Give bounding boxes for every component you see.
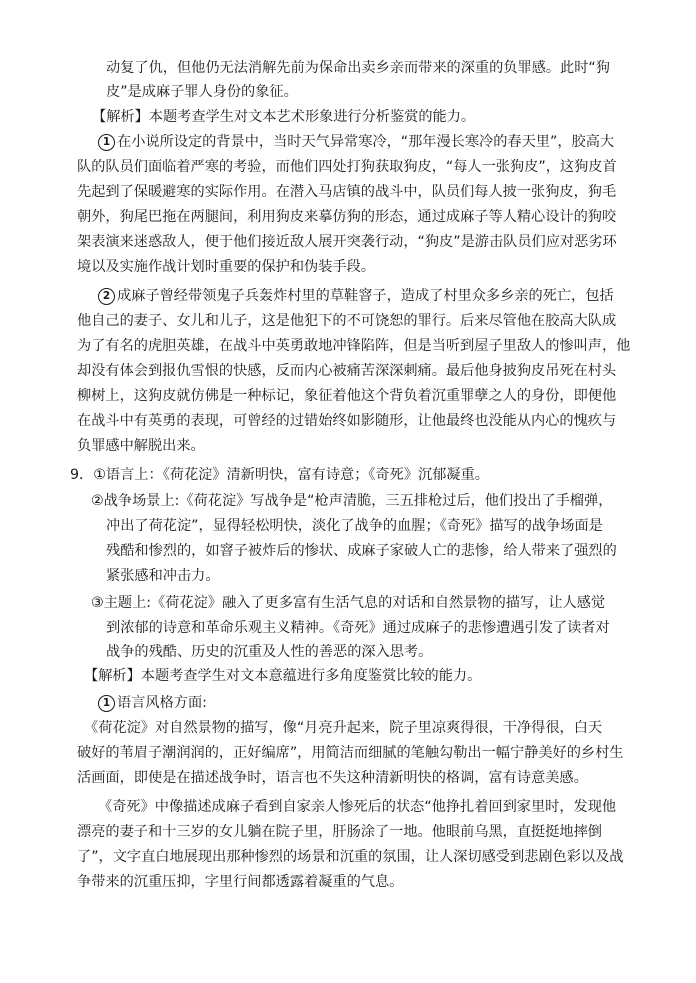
text-line: 活画面，即使是在描述战争时，语言也不失这种清新明快的格调，富有诗意美感。 [77, 770, 588, 786]
text-line: 境以及实施作战计划时重要的保护和伪装手段。 [77, 259, 375, 275]
text-line [98, 285, 614, 307]
text-line: 动复了仇，但他仍无法消解先前为保命出卖乡亲而带来的深重的负罪感。此时“狗 [106, 60, 610, 76]
text-line: 他自己的妻子、女儿和儿子，这是他犯下的不可饶恕的罪行。后来尽管他在胶高大队成 [77, 313, 617, 329]
text-line: 破好的苇眉子潮润润的，正好编席”，用简洁而细腻的笔触勾勒出一幅宁静美好的乡村生 [77, 745, 624, 761]
text-line: 却没有体会到报仇雪恨的快感，反而内心被痛苦深深刺痛。最后他身披狗皮吊死在村头 [77, 363, 617, 379]
text-line: 【解析】本题考查学生对文本艺术形象进行分析鉴赏的能力。 [92, 109, 476, 125]
paragraph-text: 成麻子曾经带领鬼子兵轰炸村里的草鞋窨子，造成了村里众多乡亲的死亡，包括 [117, 288, 614, 304]
paragraph-text: 在小说所设定的背景中，当时天气异常寒冷，“那年漫长寒冷的春天里”，胶高大 [117, 134, 615, 150]
text-line: 《荷花淀》对自然景物的描写，像“月亮升起来，院子里凉爽得很，干净得很，白天 [84, 720, 603, 736]
text-line: 皮”是成麻子罪人身份的象征。 [106, 84, 298, 100]
text-line: 争带来的沉重压抑，字里行间都透露着凝重的气息。 [77, 874, 404, 890]
text-line: 队的队员们面临着严寒的考验，而他们四处打狗获取狗皮，“每人一张狗皮”，这狗皮首 [77, 159, 617, 175]
text-line: 紧张感和冲击力。 [106, 568, 220, 584]
text-line: ③主题上:《荷花淀》融入了更多富有生活气息的对话和自然景物的描写，让人感觉 [91, 595, 606, 611]
text-line: 在战斗中有英勇的表现，可曾经的过错始终如影随形，让他最终也没能从内心的愧疚与 [77, 413, 617, 429]
text-line: 战争的残酷、历史的沉重及人性的善恶的深入思考。 [106, 644, 433, 660]
text-line: 为了有名的虎胆英雄，在战斗中英勇敢地冲锋陷阵，但是当听到屋子里敌人的惨叫声，他 [77, 338, 631, 354]
text-line: 柳树上，这狗皮就仿佛是一种标记，象征着他这个背负着沉重罪孽之人的身份，即便他 [77, 388, 617, 404]
text-line: 先起到了保暖避寒的实际作用。在潜入马店镇的战斗中，队员们每人披一张狗皮，狗毛 [77, 184, 617, 200]
text-line: 《奇死》中像描述成麻子看到自家亲人惨死后的状态“他挣扎着回到家里时，发现他 [98, 799, 617, 815]
circled-number-marker: 2 [98, 288, 115, 305]
text-line: 漂亮的妻子和十三岁的女儿躺在院子里，肝肠涂了一地。他眼前乌黑，直挺挺地摔倒 [77, 824, 602, 840]
text-line: ②战争场景上:《荷花淀》写战争是“枪声清脆，三五排枪过后，他们投出了手榴弹， [91, 493, 613, 509]
text-line [98, 692, 207, 714]
text-line: 了”，文字直白地展现出那种惨烈的场景和沉重的氛围，让人深切感受到悲剧色彩以及战 [77, 849, 624, 865]
text-line: 残酷和惨烈的，如窨子被炸后的惨状、成麻子家破人亡的悲惨，给人带来了强烈的 [106, 543, 617, 559]
text-line: 负罪感中解脱出来。 [77, 438, 205, 454]
text-line: 冲出了荷花淀”，显得轻松明快，淡化了战争的血腥；《奇死》描写的战争场面是 [106, 518, 603, 534]
text-line [98, 131, 614, 153]
text-line: 【解析】本题考查学生对文本意蕴进行多角度鉴赏比较的能力。 [84, 668, 482, 684]
text-line: 到浓郁的诗意和革命乐观主义精神。《奇死》通过成麻子的悲惨遭遇引发了读者对 [106, 620, 610, 636]
text-line: 架表演来迷惑敌人，便于他们接近敌人展开突袭行动，“狗皮”是游击队员们应对恶劣环 [77, 234, 617, 250]
paragraph-text: 语言风格方面: [117, 695, 207, 711]
text-line: 9．①语言上：《荷花淀》清新明快，富有诗意；《奇死》沉郁凝重。 [70, 467, 489, 483]
circled-number-marker: 1 [98, 134, 115, 151]
text-line: 朝外，狗尾巴拖在两腿间，利用狗皮来摹仿狗的形态，通过成麻子等人精心设计的狗咬 [77, 209, 617, 225]
circled-number-marker: 1 [98, 695, 115, 712]
